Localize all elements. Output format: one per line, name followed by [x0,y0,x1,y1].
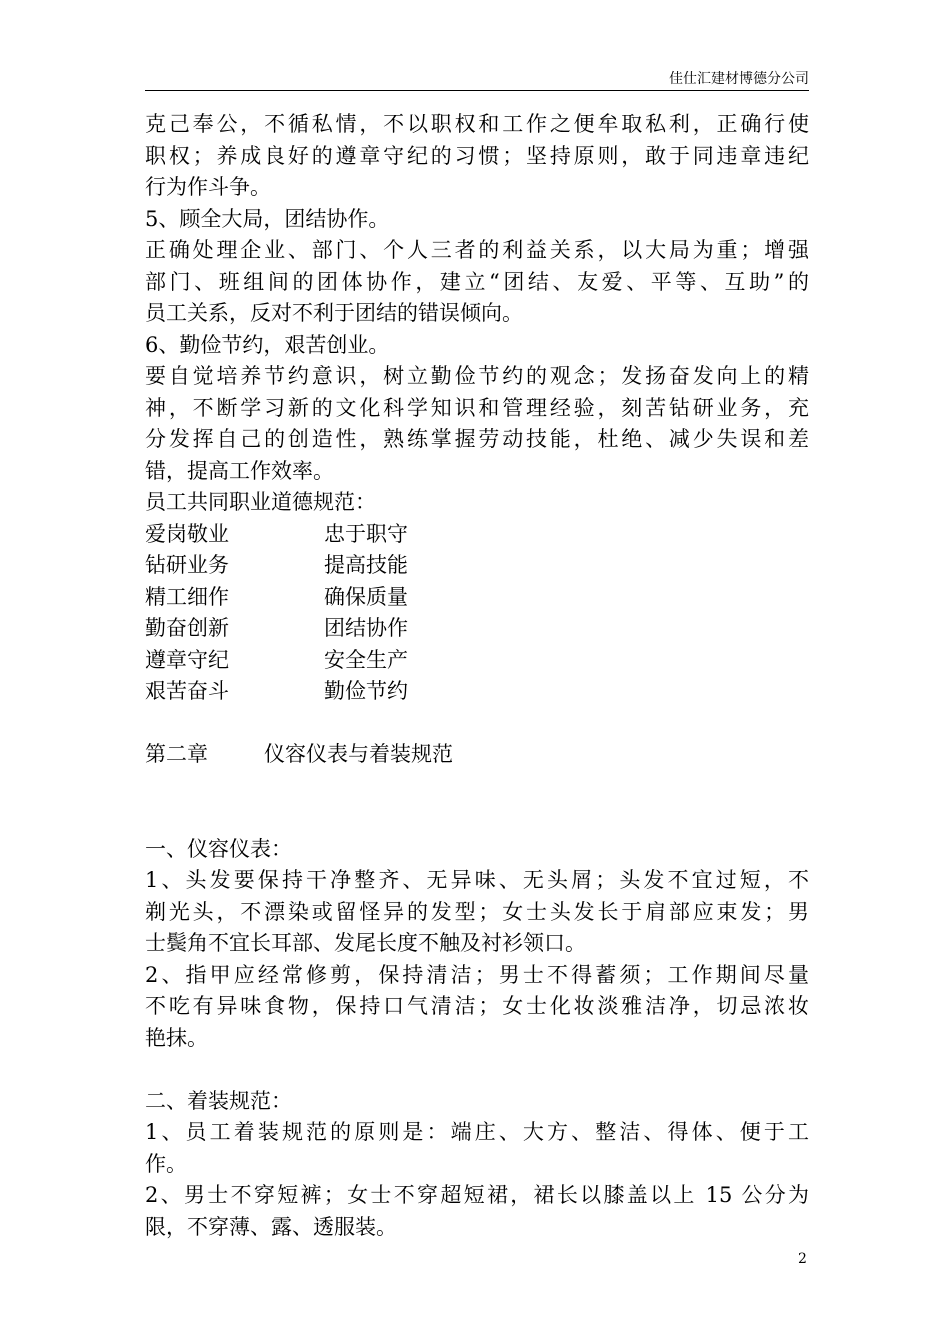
chapter-heading [145,739,809,771]
norm-row [145,582,809,614]
norm-left: 遵章守纪 [145,647,229,672]
norm-right: 安全生产 [324,647,408,672]
norm-row [145,676,809,708]
norm-left: 勤奋创新 [145,616,229,640]
body-line: 剃光头，不漂染或留怪异的发型；女士头发长于肩部应束发；男 [145,899,809,924]
body-line: 不吃有异味食物，保持口气清洁；女士化妆淡雅洁净，切忌浓妆 [145,994,809,1018]
body-line: 正确处理企业、部门、个人三者的利益关系，以大局为重；增强 [145,238,809,262]
norm-row [145,645,809,677]
chapter-title: 仪容仪表与着装规范 [264,742,453,766]
norm-left: 爱岗敬业 [145,521,229,546]
norm-row [145,613,809,645]
body-line: 2、男士不穿短裤；女士不穿超短裙，裙长以膝盖以上 15 公分为 [145,1183,809,1207]
norm-right: 确保质量 [324,584,408,609]
norm-right: 忠于职守 [324,521,408,546]
body-line: 艳抹。 [145,1025,208,1050]
norm-left: 钻研业务 [145,553,229,577]
norm-left: 艰苦奋斗 [145,679,229,703]
document-body [145,109,809,1243]
body-line: 部门、班组间的团体协作，建立“团结、友爱、平等、互助”的 [145,269,809,294]
body-line: 2、指甲应经常修剪，保持清洁；男士不得蓄须；工作期间尽量 [145,962,809,987]
body-line: 1、头发要保持干净整齐、无异味、无头屑；头发不宜过短，不 [145,868,809,892]
section-heading: 二、着装规范： [145,1088,292,1113]
body-line: 神，不断学习新的文化科学知识和管理经验，刻苦钻研业务，充 [145,395,809,420]
body-line: 克己奉公，不循私情，不以职权和工作之便牟取私利，正确行使 [145,112,809,136]
norm-right: 团结协作 [324,616,408,640]
body-line: 分发挥自己的创造性，熟练掌握劳动技能，杜绝、减少失误和差 [145,427,809,451]
norm-right: 勤俭节约 [324,679,408,703]
body-line: 行为作斗争。 [145,175,271,199]
header-rule [145,90,809,91]
body-line: 限，不穿薄、露、透服装。 [145,1214,397,1239]
section-heading: 一、仪容仪表： [145,836,292,861]
body-line: 要自觉培养节约意识，树立勤俭节约的观念；发扬奋发向上的精 [145,364,809,388]
norm-row [145,519,809,551]
body-line: 错，提高工作效率。 [145,458,334,483]
page-number: 2 [798,1251,807,1267]
spacer [145,1054,809,1086]
spacer [145,771,809,803]
chapter-number: 第二章 [145,742,208,766]
spacer [145,802,809,834]
spacer [145,708,809,740]
body-line: 1、员工着装规范的原则是：端庄、大方、整洁、得体、便于工 [145,1120,809,1144]
body-line: 士鬓角不宜长耳部、发尾长度不触及衬衫领口。 [145,931,586,955]
page-header: 佳仕汇建材博德分公司 [669,71,809,87]
norm-row [145,550,809,582]
item-6-title: 6、勤俭节约，艰苦创业。 [145,332,390,357]
norm-left: 精工细作 [145,584,229,609]
item-5-title: 5、顾全大局，团结协作。 [145,206,390,231]
body-line: 职权；养成良好的遵章守纪的习惯；坚持原则，敢于同违章违纪 [145,143,809,168]
body-line: 员工关系，反对不利于团结的错误倾向。 [145,301,523,325]
norm-right: 提高技能 [324,553,408,577]
body-line: 作。 [145,1151,187,1176]
norms-heading: 员工共同职业道德规范： [145,490,376,514]
